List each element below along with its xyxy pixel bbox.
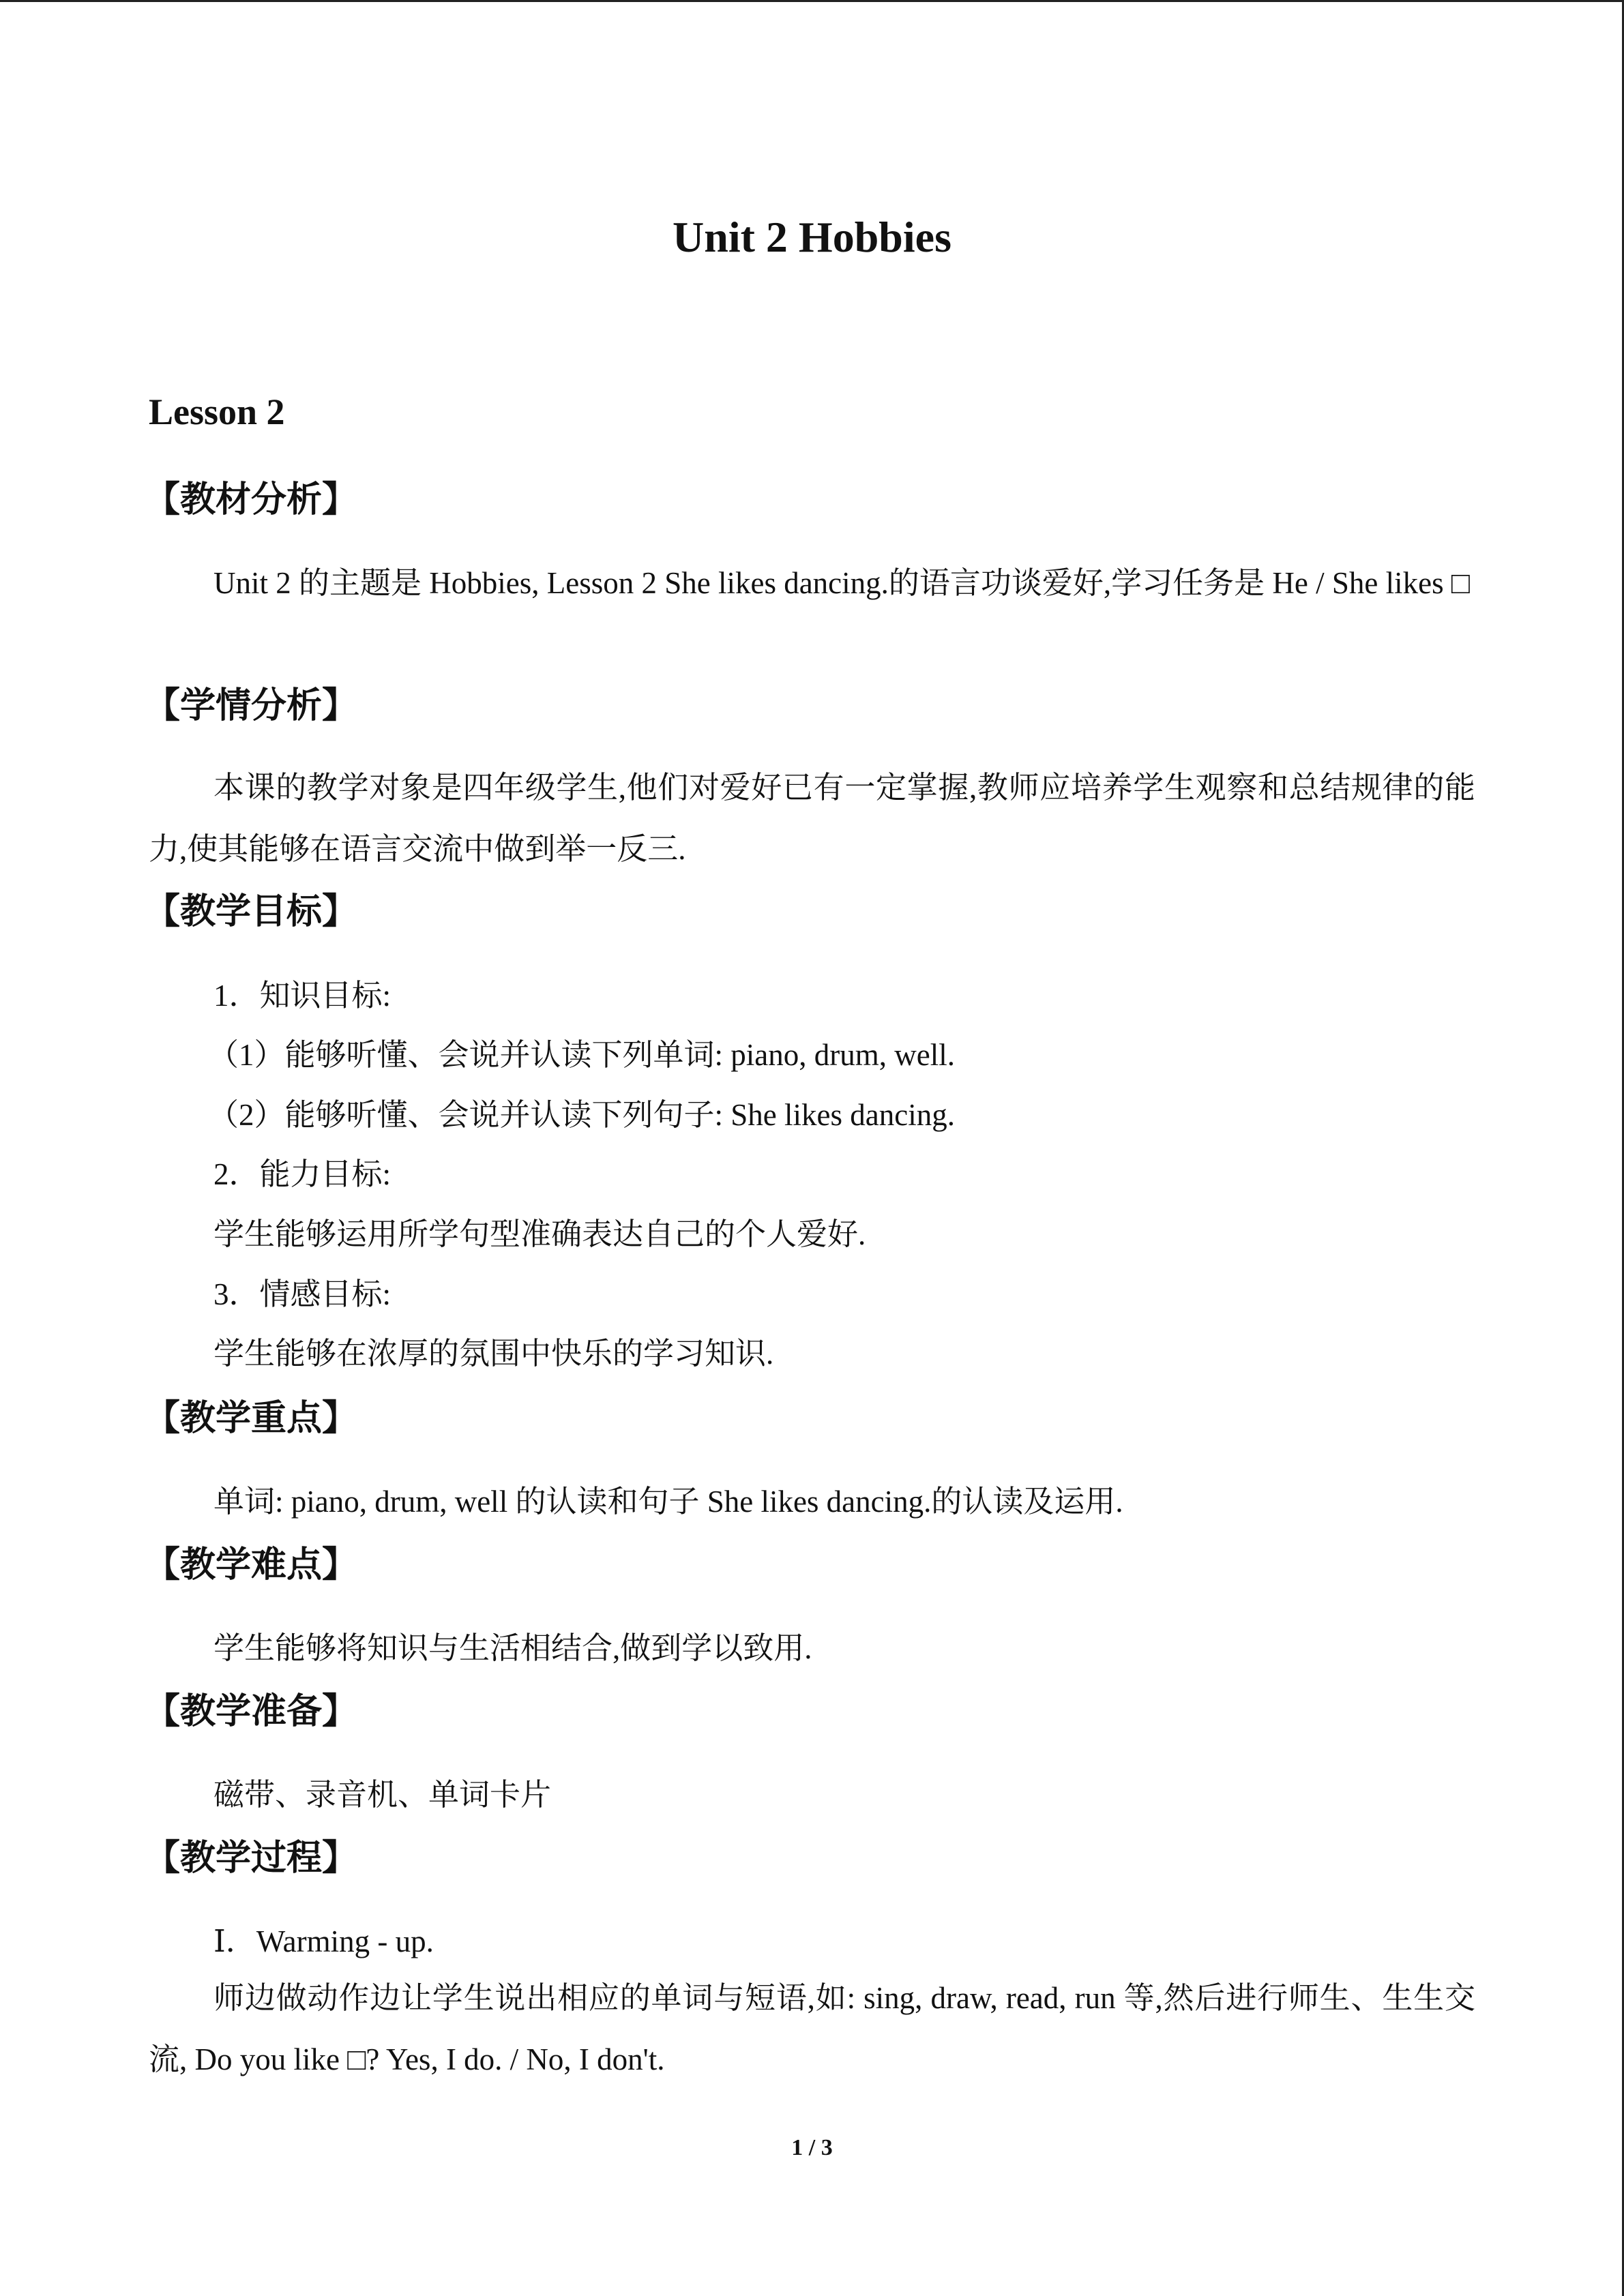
goal-line-knowledge: 1．知识目标: xyxy=(213,979,392,1013)
goal-line-words: （1）能够听懂、会说并认读下列单词: piano, drum, well. xyxy=(208,1038,955,1072)
preparation-text: 磁带、录音机、单词卡片 xyxy=(213,1778,552,1812)
page-number: 1 / 3 xyxy=(791,2135,833,2160)
goal-line-ability: 2．能力目标: xyxy=(213,1157,392,1191)
difficulties-text: 学生能够将知识与生活相结合,做到学以致用. xyxy=(213,1631,812,1665)
goal-line-ability-text: 学生能够运用所学句型准确表达自己的个人爱好. xyxy=(213,1217,866,1251)
process-step-warming-up: Ⅰ．Warming - up. xyxy=(213,1924,434,1958)
student-analysis-text: 本课的教学对象是四年级学生,他们对爱好已有一定掌握,教师应培养学生观察和总结规律的能力,使其能够在语言交流中做到举一反三. xyxy=(149,771,1475,866)
key-points-text: 单词: piano, drum, well 的认读和句子 She likes dancing.的认读及运用. xyxy=(213,1485,1123,1519)
heading-preparation: 【教学准备】 xyxy=(145,1691,358,1732)
goal-line-emotion: 3．情感目标: xyxy=(213,1277,392,1311)
goal-line-sentences: （2）能够听懂、会说并认读下列句子: She likes dancing. xyxy=(208,1098,955,1132)
process-step-warming-up-text: 师边做动作边让学生说出相应的单词与短语,如: sing, draw, read, run 等,然后进行师生、生生交流, Do you like □? Yes, I do. / No, I don't. xyxy=(149,1981,1475,2076)
lesson-label: Lesson 2 xyxy=(149,391,285,432)
heading-key-points: 【教学重点】 xyxy=(145,1398,358,1439)
heading-teaching-goals: 【教学目标】 xyxy=(145,891,358,932)
document-title: Unit 2 Hobbies xyxy=(673,213,951,261)
heading-difficulties: 【教学难点】 xyxy=(145,1545,358,1585)
textbook-analysis-text: Unit 2 的主题是 Hobbies, Lesson 2 She likes dancing.的语言功谈爱好,学习任务是 He / She likes □ xyxy=(213,566,1471,600)
heading-textbook-analysis: 【教材分析】 xyxy=(145,479,358,520)
heading-student-analysis: 【学情分析】 xyxy=(145,685,358,726)
goal-line-emotion-text: 学生能够在浓厚的氛围中快乐的学习知识. xyxy=(213,1337,774,1371)
heading-process: 【教学过程】 xyxy=(145,1838,358,1879)
